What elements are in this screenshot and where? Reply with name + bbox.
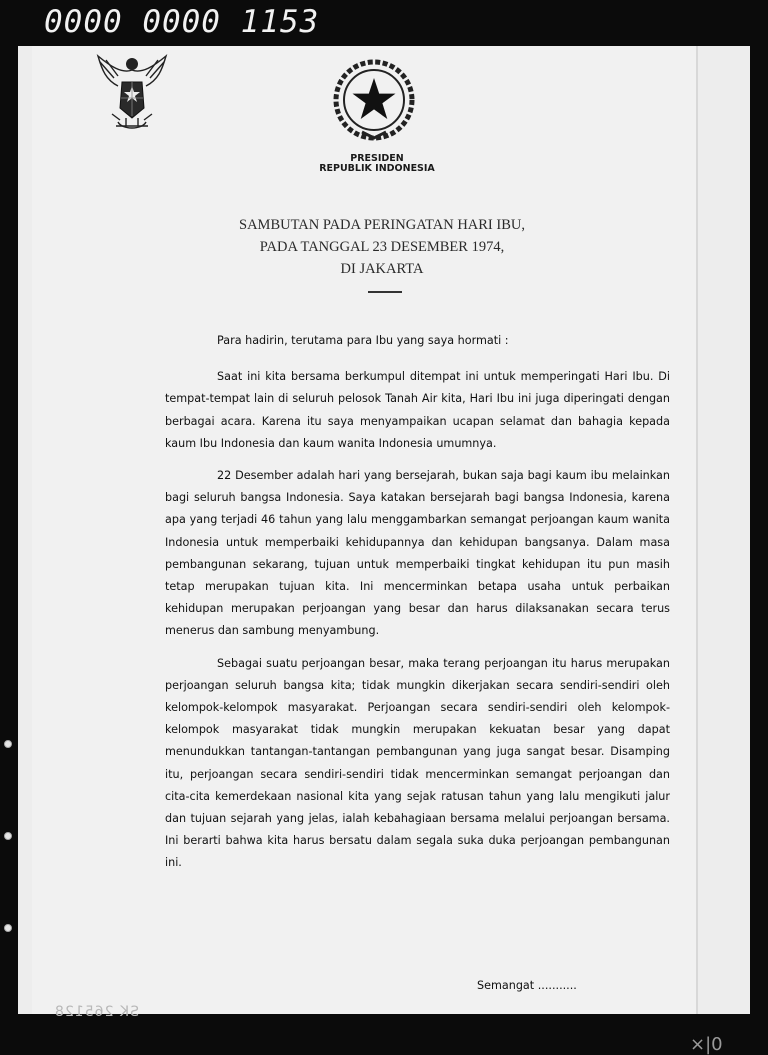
salutation: Para hadirin, terutama para Ibu yang saya hormati :	[217, 334, 509, 347]
closing-continuation: Semangat ...........	[477, 979, 577, 992]
page-mark: ×|0	[690, 1034, 723, 1055]
document-page	[18, 46, 750, 1055]
paragraph-2: 22 Desember adalah hari yang bersejarah, bukan saja bagi kaum ibu melainkan bagi seluruh bangsa Indonesia. Saya katakan bersejarah bagi bangsa Indonesia, karena apa yang terjadi 46 tahun yang lalu menggambarkan semangat perjoangan kaum wanita Indonesia untuk memperbaiki kehidupannya dan kehidupan bangsanya. Dalam masa pembangunan sekarang, tujuan untuk memperbaiki tingkat kehidupan itu pun masih tetap merupakan tujuan kita. Ini mencerminkan betapa usaha untuk perbaikan kehidupan merupakan perjoangan yang besar dan harus dilaksanakan secara terus menerus dan sambung menyambung.	[165, 469, 670, 638]
presidential-star-seal-icon	[332, 58, 416, 142]
punch-hole	[4, 740, 12, 748]
title-line-3: DI JAKARTA	[340, 261, 424, 277]
title-line-1: SAMBUTAN PADA PERINGATAN HARI IBU,	[239, 217, 525, 233]
punch-hole	[4, 832, 12, 840]
paragraph-3: Sebagai suatu perjoangan besar, maka terang perjoangan itu harus merupakan perjoangan seluruh bangsa kita; tidak mungkin dikerjakan secara sendiri-sendiri oleh kelompok-kelompok masyarakat. Perjoangan secara sendiri-sendiri oleh kelompok-kelompok masyarakat tidak mungkin merupakan kekuatan besar yang dapat menundukkan tantangan-tantangan pembangunan yang juga sangat besar. Disamping itu, perjoangan secara sendiri-sendiri tidak mencerminkan semangat perjoangan dan cita-cita kemerdekaan nasional kita yang sejak ratusan tahun yang lalu mengikuti jalur dan tujuan sejarah yang jelas, ialah kebahagiaan bersama melalui perjoangan bersama. Ini berarti bahwa kita harus bersatu dalam segala suka duka perjoangan pembangunan ini.	[165, 656, 670, 870]
archive-stamp-code: SK 265128	[54, 1004, 139, 1020]
paragraph-1: Saat ini kita bersama berkumpul ditempat ini untuk memperingati Hari Ibu. Di tempat-tempat lain di seluruh pelosok Tanah Air kita, Hari Ibu ini juga diperingati dengan berbagai acara. Karena itu saya menyampaikan ucapan selamat dan bahagia kepada kaum Ibu Indonesia dan kaum wanita Indonesia umumnya.	[165, 370, 670, 450]
letter-sheet	[32, 46, 698, 1014]
speech-title	[182, 214, 582, 280]
office-line-president: PRESIDEN	[350, 153, 404, 164]
title-line-2: PADA TANGGAL 23 DESEMBER 1974,	[259, 239, 505, 255]
punch-hole	[4, 924, 12, 932]
office-heading	[292, 154, 462, 174]
office-line-republic: REPUBLIK INDONESIA	[319, 163, 435, 174]
speech-body	[165, 330, 670, 885]
film-frame-counter: 0000 0000 1153	[44, 4, 320, 40]
title-divider	[368, 291, 402, 293]
garuda-pancasila-emblem-icon	[92, 52, 172, 136]
